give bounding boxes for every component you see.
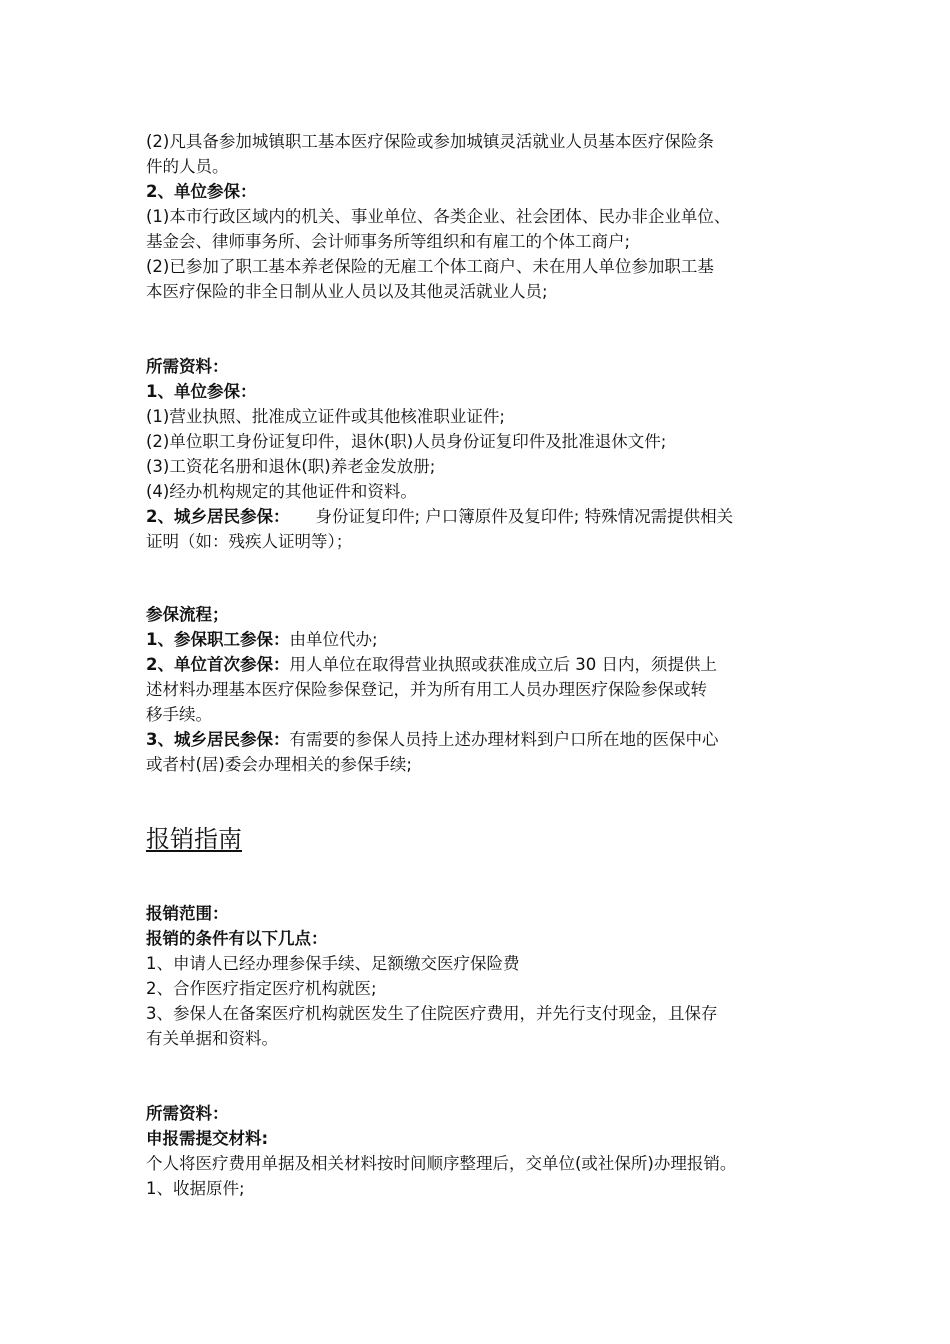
item-text: 用人单位在取得营业执照或获准成立后 30 日内，须提供上	[289, 655, 717, 674]
spacer	[146, 554, 826, 602]
list-item: 1、申请人已经办理参保手续、足额缴交医疗保险费	[146, 954, 520, 973]
list-item	[146, 627, 826, 652]
text-line: 件的人员。	[146, 157, 229, 176]
text-line: (2)凡具备参加城镇职工基本医疗保险或参加城镇灵活就业人员基本医疗保险条	[146, 132, 714, 151]
section-subtitle-submission: 申报需提交材料:	[146, 1129, 269, 1148]
section-heading-reimbursement-guide: 报销指南	[146, 825, 242, 853]
list-item: (4)经办机构规定的其他证件和资料。	[146, 482, 417, 501]
text-line: 本医疗保险的非全日制从业人员以及其他灵活就业人员;	[146, 282, 548, 301]
text-line: 移手续。	[146, 705, 212, 724]
text-line: 有关单据和资料。	[146, 1029, 278, 1048]
item-text: 有需要的参保人员持上述办理材料到户口所在地的医保中心	[289, 730, 719, 749]
item-text: 由单位代办;	[289, 630, 378, 649]
item-label: 1、参保职工参保：	[146, 630, 290, 649]
document-body	[146, 129, 826, 1201]
spacer	[146, 856, 826, 901]
spacer	[146, 304, 826, 354]
list-item: 1、收据原件;	[146, 1179, 245, 1198]
section-title-process: 参保流程；	[146, 605, 229, 624]
list-item	[146, 652, 826, 677]
section-label-unit-insurance: 1、单位参保：	[146, 382, 257, 401]
text-line: 基金会、律师事务所、会计师事务所等组织和有雇工的个体工商户;	[146, 232, 631, 251]
text-line: (1)本市行政区域内的机关、事业单位、各类企业、社会团体、民办非企业单位、	[146, 207, 731, 226]
spacer	[146, 1051, 826, 1101]
list-item: (1)营业执照、批准成立证件或其他核准职业证件;	[146, 407, 505, 426]
section-label-unit-insurance: 2、单位参保：	[146, 182, 257, 201]
list-item	[146, 727, 826, 752]
item-label: 2、单位首次参保：	[146, 655, 290, 674]
text-line: (2)已参加了职工基本养老保险的无雇工个体工商户、未在用人单位参加职工基	[146, 257, 714, 276]
list-item: (3)工资花名册和退休(职)养老金发放册;	[146, 457, 436, 476]
section-subtitle-conditions: 报销的条件有以下几点：	[146, 929, 328, 948]
item-text: 身份证复印件; 户口簿原件及复印件; 特殊情况需提供相关	[315, 507, 734, 526]
section-title-required-materials: 所需资料：	[146, 1104, 229, 1123]
section-title-reimbursement-scope: 报销范围：	[146, 904, 229, 923]
text-line: 或者村(居)委会办理相关的参保手续;	[146, 755, 412, 774]
list-item: 3、参保人在备案医疗机构就医发生了住院医疗费用，并先行支付现金，且保存	[146, 1004, 718, 1023]
text-line: 证明（如：残疾人证明等）；	[146, 532, 353, 551]
text-line: 述材料办理基本医疗保险参保登记，并为所有用工人员办理医疗保险参保或转	[146, 680, 707, 699]
section-label-resident-insurance: 2、城乡居民参保：	[146, 507, 290, 526]
list-item	[146, 504, 826, 529]
section-title-required-materials: 所需资料：	[146, 357, 229, 376]
list-item: (2)单位职工身份证复印件，退休(职)人员身份证复印件及批准退休文件;	[146, 432, 667, 451]
list-item: 2、合作医疗指定医疗机构就医;	[146, 979, 377, 998]
text-line: 个人将医疗费用单据及相关材料按时间顺序整理后，交单位(或社保所)办理报销。	[146, 1154, 737, 1173]
spacer	[146, 777, 826, 822]
item-label: 3、城乡居民参保：	[146, 730, 290, 749]
